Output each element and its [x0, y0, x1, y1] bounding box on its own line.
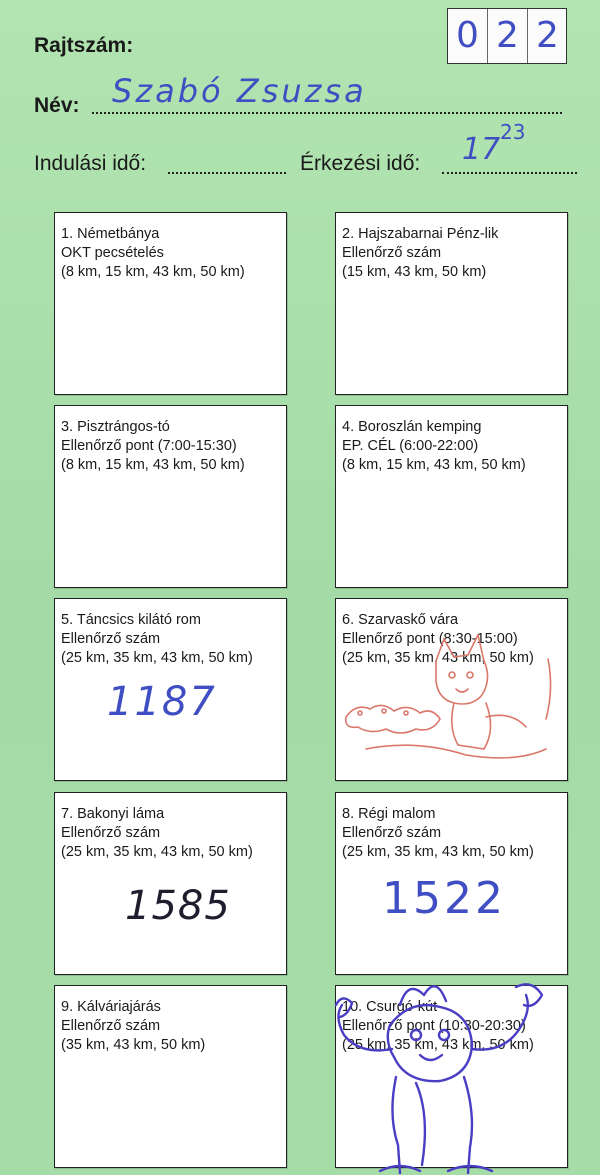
- checkpoint-box-7: [54, 792, 287, 975]
- start-number-digit: 2: [536, 15, 559, 56]
- checkpoint-title: 5. Táncsics kilátó rom: [61, 612, 201, 628]
- start-time-label: Indulási idő:: [34, 152, 147, 175]
- start-number-label: Rajtszám:: [34, 34, 134, 57]
- checkpoint-title: 6. Szarvaskő vára: [342, 612, 459, 628]
- checkpoint-distances: (15 km, 43 km, 50 km): [342, 264, 487, 280]
- checkpoint-type: Ellenőrző pont (8:30-15:00): [342, 631, 518, 647]
- checkpoint-type: Ellenőrző szám: [61, 631, 161, 647]
- start-time-line: [168, 172, 286, 174]
- handwritten-control-number: 1585: [125, 883, 231, 929]
- checkpoint-title: 2. Hajszabarnai Pénz-lik: [342, 226, 499, 242]
- checkpoint-box-8: [335, 792, 568, 975]
- checkpoint-title: 4. Boroszlán kemping: [342, 419, 482, 435]
- start-number-digit: 2: [496, 15, 519, 56]
- arrival-time-label: Érkezési idő:: [300, 152, 421, 175]
- checkpoint-distances: (25 km, 35 km, 43 km, 50 km): [342, 844, 534, 860]
- checkpoint-type: Ellenőrző szám: [61, 825, 161, 841]
- name-line: [92, 112, 562, 114]
- name-value: Szabó Zsuzsa: [112, 72, 367, 110]
- checkpoint-type: Ellenőrző szám: [61, 1018, 161, 1034]
- checkpoint-type: Ellenőrző szám: [342, 825, 442, 841]
- checkpoint-distances: (8 km, 15 km, 43 km, 50 km): [61, 457, 245, 473]
- checkpoint-box-9: [54, 985, 287, 1168]
- checkpoint-distances: (35 km, 43 km, 50 km): [61, 1037, 206, 1053]
- arrival-time-line: [442, 172, 577, 174]
- mascot-stamp-icon: [320, 965, 580, 1175]
- checkpoint-box-5: [54, 598, 287, 781]
- checkpoint-distances: (25 km, 35 km, 43 km, 50 km): [342, 650, 534, 666]
- checkpoint-type: OKT pecsételés: [61, 245, 164, 261]
- checkpoint-distances: (25 km, 35 km, 43 km, 50 km): [61, 650, 253, 666]
- checkpoint-distances: (25 km, 35 km, 43 km, 50 km): [61, 844, 253, 860]
- checkpoint-title: 8. Régi malom: [342, 806, 436, 822]
- checkpoint-box-1: [54, 212, 287, 395]
- handwritten-control-number: 1187: [107, 679, 217, 725]
- handwritten-control-number: 1522: [382, 873, 506, 924]
- arrival-time-hours: 17: [462, 132, 501, 167]
- checkpoint-type: Ellenőrző pont (7:00-15:30): [61, 438, 237, 454]
- checkpoint-box-6: [335, 598, 568, 781]
- checkpoint-title: 7. Bakonyi láma: [61, 806, 165, 822]
- checkpoint-title: 3. Pisztrángos-tó: [61, 419, 170, 435]
- start-number-digit: 0: [456, 15, 479, 56]
- checkpoint-distances: (25 km, 35 km, 43 km, 50 km): [342, 1037, 534, 1053]
- start-number-box: [447, 8, 567, 64]
- checkpoint-title: 10. Csurgó-kút: [342, 999, 438, 1015]
- checkpoint-title: 9. Kálváriajárás: [61, 999, 161, 1015]
- checkpoint-title: 1. Németbánya: [61, 226, 160, 242]
- checkpoint-box-2: [335, 212, 568, 395]
- checkpoint-distances: (8 km, 15 km, 43 km, 50 km): [61, 264, 245, 280]
- cat-stamp-icon: [336, 599, 567, 780]
- checkpoint-box-4: [335, 405, 568, 588]
- checkpoint-type: Ellenőrző pont (10:30-20:30): [342, 1018, 526, 1034]
- checkpoint-box-3: [54, 405, 287, 588]
- name-label: Név:: [34, 94, 80, 117]
- checkpoint-type: EP. CÉL (6:00-22:00): [342, 438, 479, 454]
- checkpoint-distances: (8 km, 15 km, 43 km, 50 km): [342, 457, 526, 473]
- checkpoint-type: Ellenőrző szám: [342, 245, 442, 261]
- arrival-time-minutes: 23: [500, 120, 526, 144]
